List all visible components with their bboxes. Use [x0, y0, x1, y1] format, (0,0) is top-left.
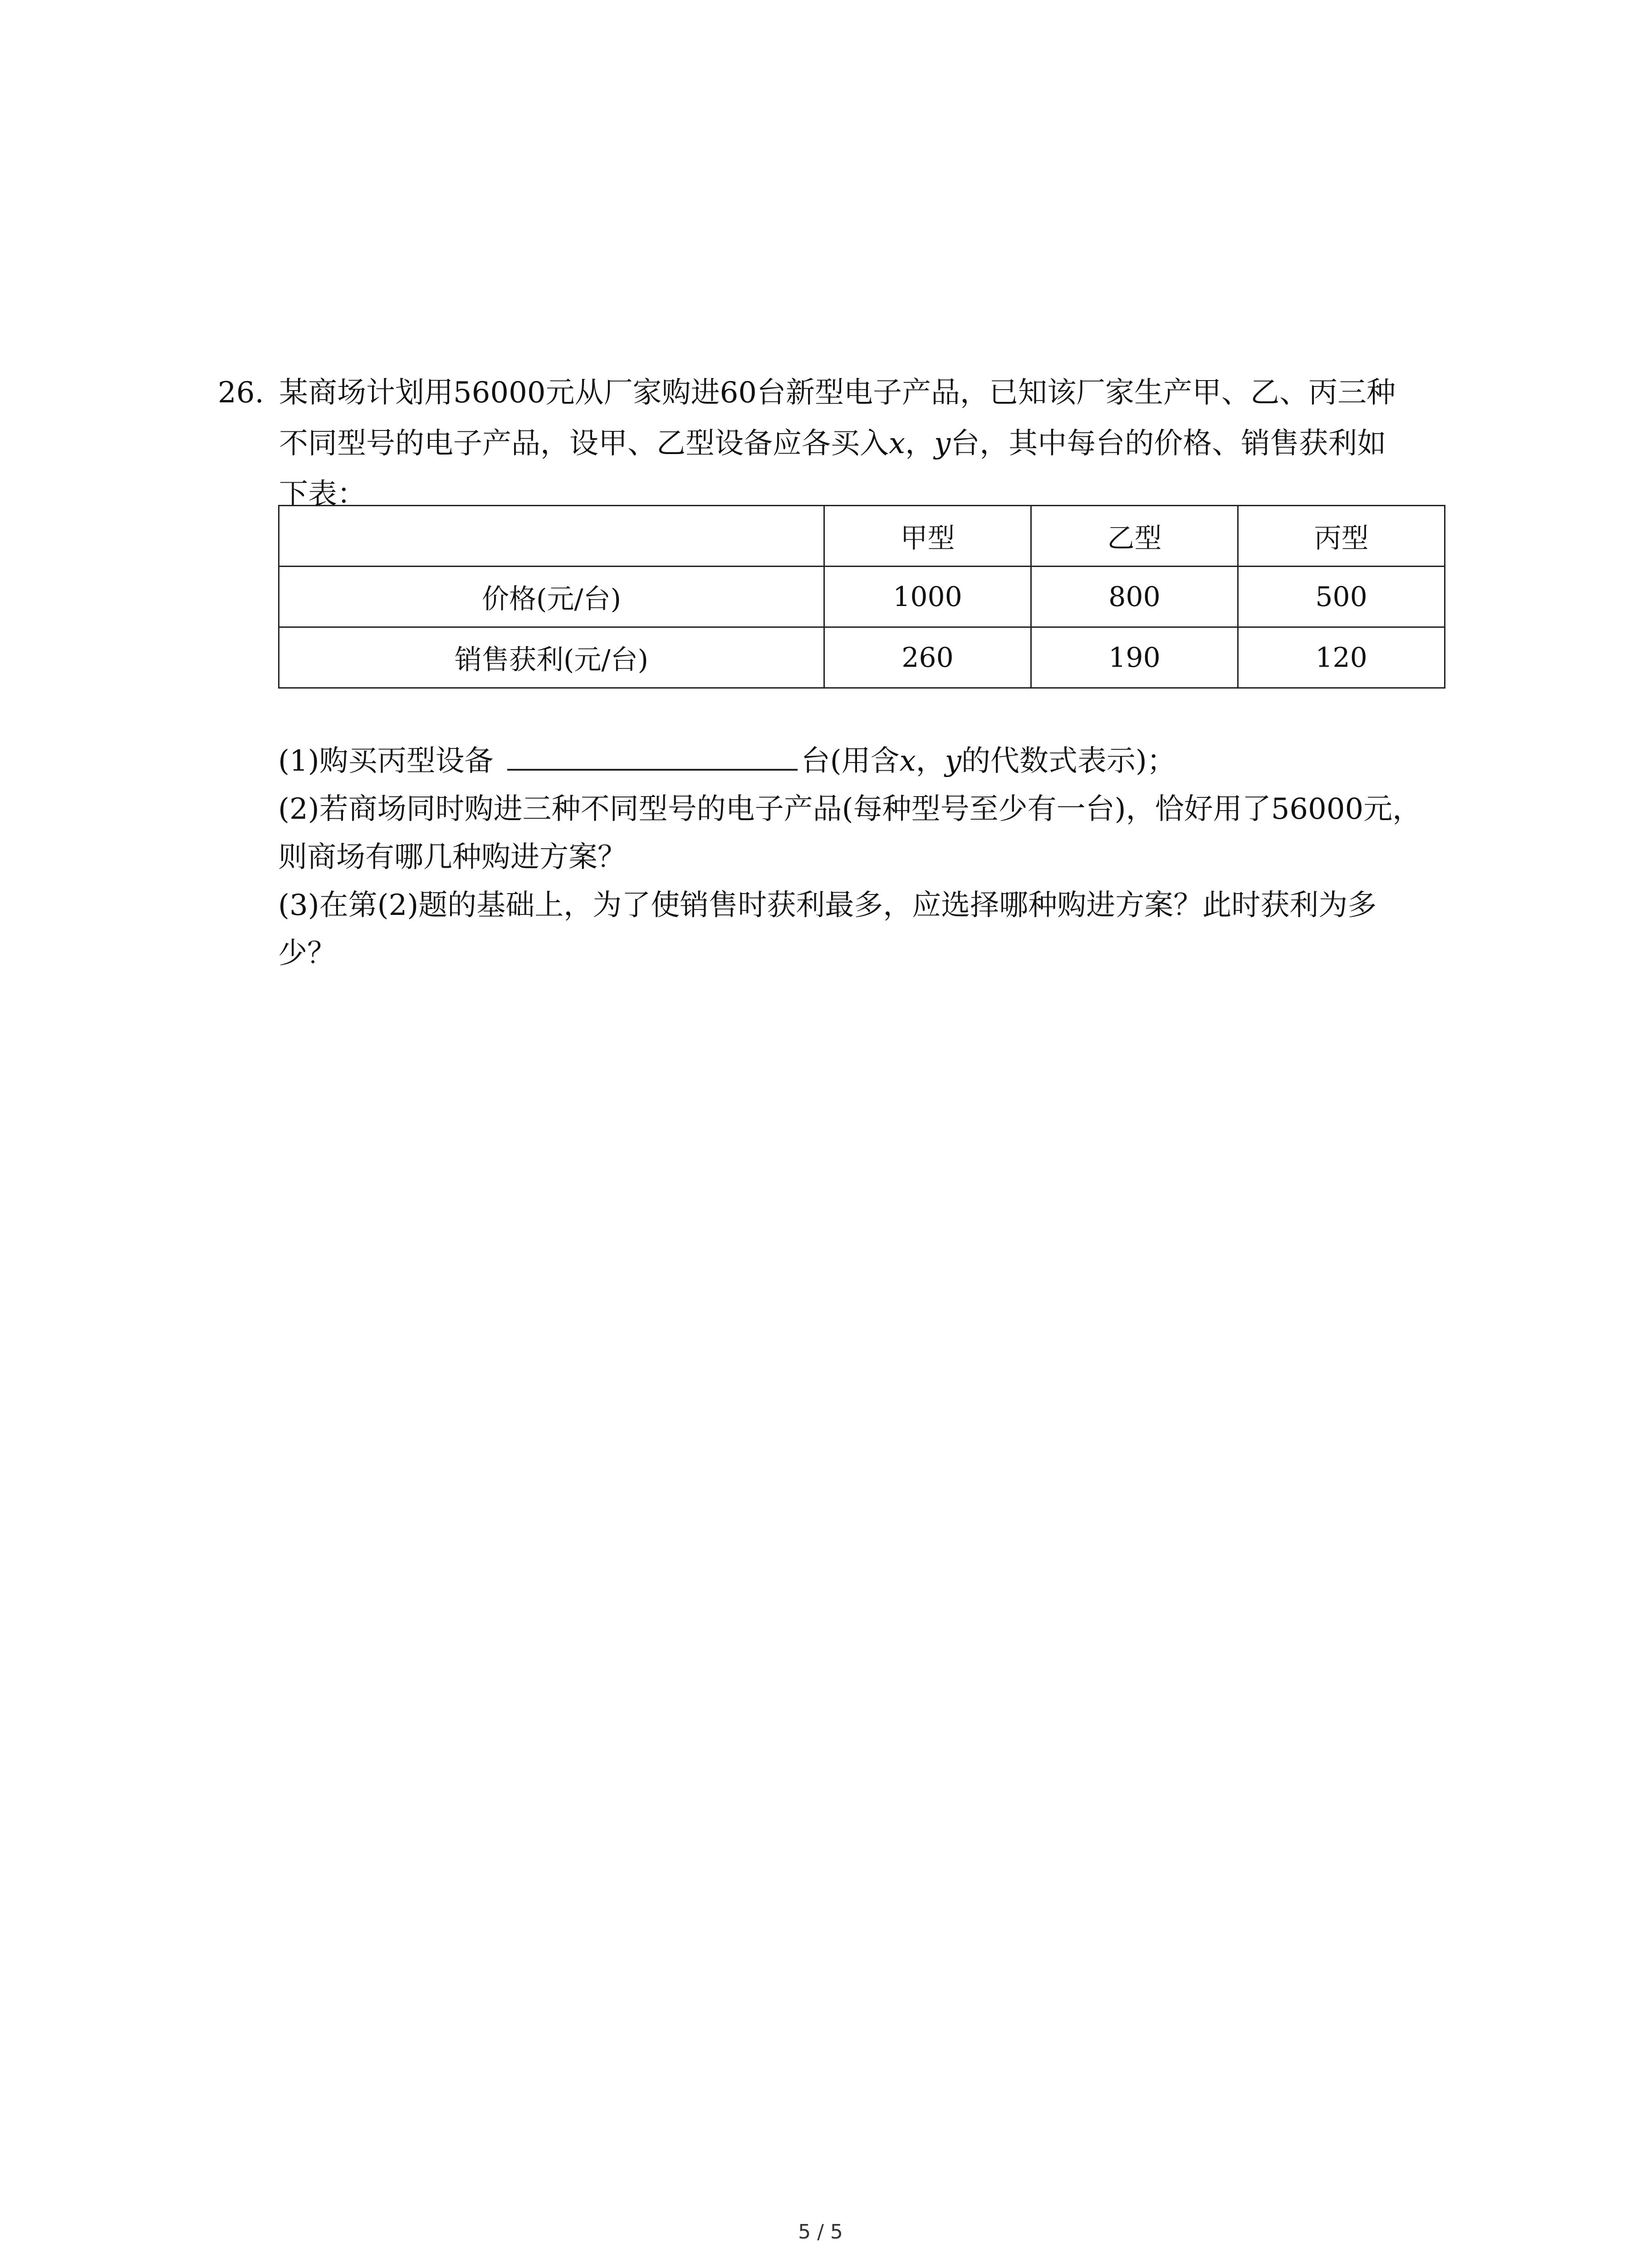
table-cell: 500: [1238, 567, 1445, 627]
separator: ，: [905, 427, 935, 460]
table-header-cell-type-b: 乙型: [1031, 506, 1238, 567]
table-cell: 1000: [824, 567, 1031, 627]
sub-question-1-text-c: 的代数式表示)；: [961, 744, 1176, 778]
table-row-label-profit: 销售获利(元/台): [279, 627, 824, 688]
question-26: [218, 367, 1443, 520]
table-cell: 190: [1031, 627, 1238, 688]
table-row: [279, 567, 1445, 627]
variable-x: x: [889, 427, 906, 460]
sub-question-2-line-1: (2)若商场同时购进三种不同型号的电子产品(每种型号至少有一台)，恰好用了56000元，: [278, 792, 1422, 826]
sub-question-1-text-b: 台(用含: [801, 744, 900, 778]
table-header-cell-type-c: 丙型: [1238, 506, 1445, 567]
question-text-1: 某商场计划用56000元从厂家购进60台新型电子产品，已知该厂家生产甲、乙、丙三种: [279, 376, 1396, 410]
table-cell: 800: [1031, 567, 1238, 627]
sub-question-1-text-a: (1)购买丙型设备: [278, 744, 494, 778]
question-number: 26.: [218, 376, 264, 410]
variable-y: y: [934, 427, 951, 460]
table-row-label-price: 价格(元/台): [279, 567, 824, 627]
answer-blank[interactable]: [507, 743, 798, 771]
question-line-2: [218, 418, 1443, 469]
variable-x: x: [899, 744, 916, 778]
question-text-3: 下表：: [279, 478, 366, 511]
question-text-2a: 不同型号的电子产品，设甲、乙型设备应各买入: [279, 427, 889, 460]
sub-question-2-line-2: 则商场有哪几种购进方案？: [278, 841, 627, 874]
sub-question-3-line-2: 少？: [278, 937, 336, 970]
variable-y: y: [945, 744, 961, 778]
table-header-cell-type-a: 甲型: [824, 506, 1031, 567]
table-header-row: [279, 506, 1445, 567]
price-profit-table-wrapper: [278, 505, 1444, 689]
separator: ，: [916, 744, 945, 778]
question-line-1: [218, 367, 1443, 418]
page-indicator: 5 / 5: [798, 2220, 843, 2244]
table-cell: 120: [1238, 627, 1445, 688]
sub-questions: [278, 737, 1458, 978]
sub-question-1: [278, 737, 1458, 785]
question-text-2b: 台，其中每台的价格、销售获利如: [950, 427, 1386, 460]
price-profit-table: [278, 505, 1445, 689]
table-row: [279, 627, 1445, 688]
table-header-cell-blank: [279, 506, 824, 567]
table-cell: 260: [824, 627, 1031, 688]
sub-question-3-line-1: (3)在第(2)题的基础上，为了使销售时获利最多，应选择哪种购进方案？此时获利为多: [278, 889, 1377, 922]
